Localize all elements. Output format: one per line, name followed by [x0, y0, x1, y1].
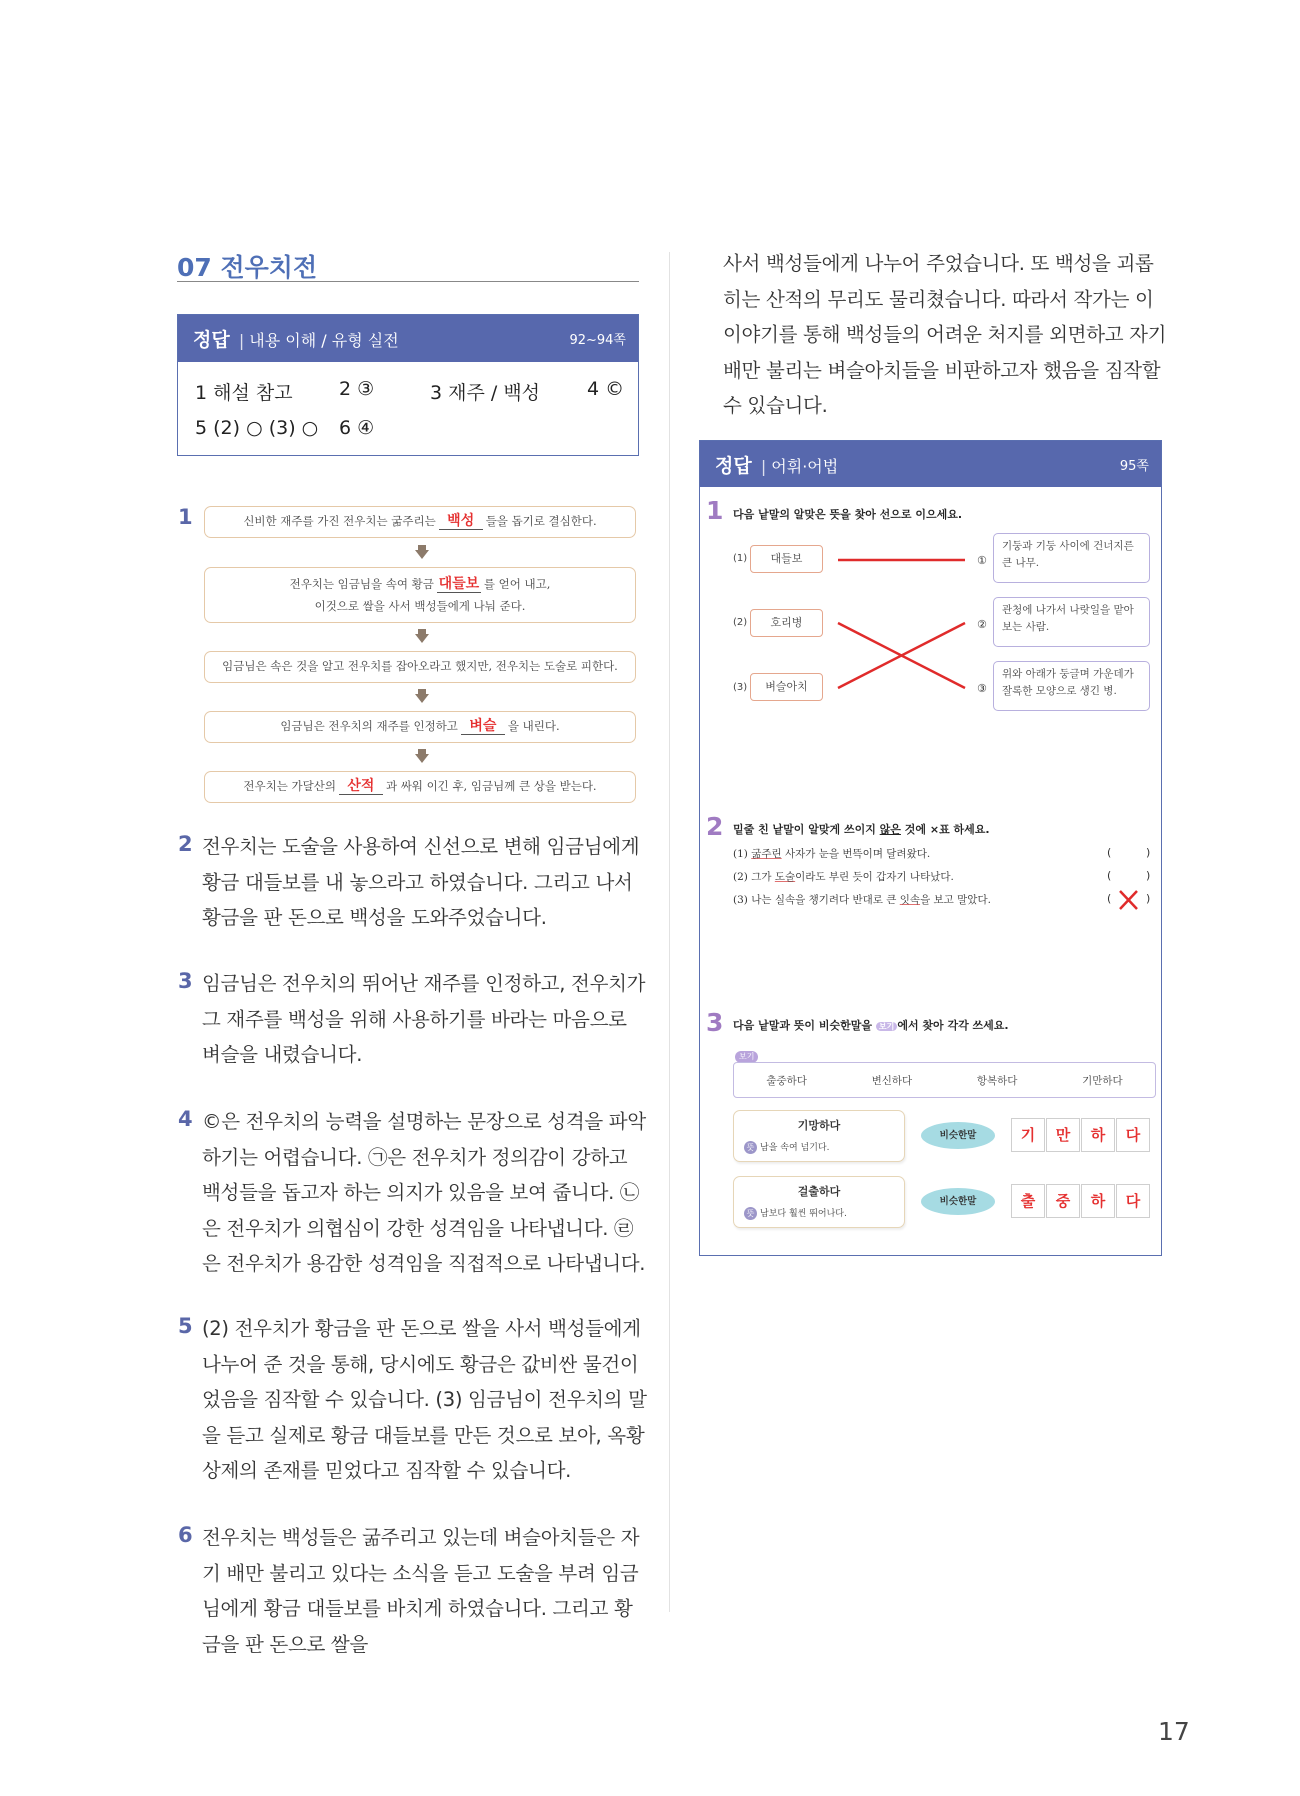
flow-text: 전우치는 임금님을 속여 황금 — [289, 577, 434, 591]
bogi-option: 기만하다 — [1082, 1074, 1123, 1087]
word-card — [733, 1110, 905, 1162]
prompt-underlined: 않은 — [879, 823, 901, 836]
definition-box — [993, 597, 1150, 647]
card-definition-text: 남을 속여 넘기다. — [760, 1143, 830, 1153]
lesson-title: 07 전우치전 — [177, 248, 639, 282]
bogi-tag: 보기 — [735, 1051, 758, 1063]
answer-item: 3 재주 / 백성 — [430, 382, 541, 404]
vocab-header: 정답 | 어휘·어법 95쪽 — [700, 441, 1161, 487]
answer-cell: 다 — [1116, 1184, 1150, 1218]
definition-line: 잘록한 모양으로 생긴 병. — [1002, 685, 1117, 697]
word-box: 호리병 — [750, 609, 823, 637]
question-number: 2 — [178, 832, 193, 856]
answer-item: 6 ④ — [339, 417, 375, 439]
explanation-text: 임금님은 전우치의 뛰어난 재주를 인정하고, 전우치가 그 재주를 백성을 위해 사용하기를 바라는 마음으로 벼슬을 내렸습니다. — [202, 972, 646, 1066]
answer-item: 4 © — [587, 378, 625, 400]
definition-box — [993, 533, 1150, 583]
bogi-badge: 보기 — [876, 1022, 897, 1031]
answer-item: 2 ③ — [339, 378, 375, 400]
vocab-question-number: 3 — [706, 1008, 724, 1037]
explanation-text: 전우치는 백성들은 굶주리고 있는데 벼슬아치들은 자기 배만 불리고 있다는 소식을 듣고 도술을 부려 임금님에게 황금 대들보를 바치게 하였습니다. 그리고 황금을 판 돈으로 쌀을 — [202, 1526, 640, 1656]
answer-category: 내용 이해 / 유형 실전 — [249, 331, 399, 350]
question-number: 4 — [178, 1107, 193, 1131]
sentence-text: (3) 나는 실속을 챙기려다 반대로 큰 — [733, 894, 900, 906]
answer-paren-open: ( — [1107, 846, 1112, 859]
sentence-text: 사자가 눈을 번뜩이며 달려왔다. — [781, 848, 931, 860]
meaning-icon: 뜻 — [744, 1207, 757, 1220]
vocab-question-prompt — [733, 1017, 1009, 1033]
bogi-option: 출중하다 — [766, 1074, 807, 1087]
definition-line: 관청에 나가서 나랏일을 맡아 — [1002, 604, 1134, 616]
def-label: ③ — [977, 682, 987, 695]
def-label: ① — [977, 554, 987, 567]
answer-cell: 출 — [1011, 1184, 1045, 1218]
flow-text: 를 얻어 내고, — [483, 577, 551, 591]
definition-line: 보는 사람. — [1002, 621, 1050, 633]
vocab-question-number: 2 — [706, 812, 724, 841]
answer-paren-open: ( — [1107, 869, 1112, 882]
definition-line: 기둥과 기둥 사이에 건너지른 — [1002, 540, 1134, 552]
explanation-text: ©은 전우치의 능력을 설명하는 문장으로 성격을 파악하기는 어렵습니다. ㉠은 전우치가 정의감이 강하고 백성들을 돕고자 하는 의지가 있음을 보여 줍니다. ㉡은 전우치가 의협심이 강한 성격임을 나타냅니다. ㉣은 전우치가 용감한 성격임을 직접적으로 나타냅니다. — [202, 1110, 646, 1275]
vocab-question-number: 1 — [706, 496, 724, 525]
flow-blank-answer: 벼슬 — [461, 718, 505, 735]
definition-line: 위와 아래가 둥글며 가운데가 — [1002, 668, 1134, 680]
answer-summary-header: 정답 | 내용 이해 / 유형 실전 92~94쪽 — [178, 315, 638, 362]
answer-cell: 하 — [1081, 1184, 1115, 1218]
question-number: 5 — [178, 1314, 193, 1338]
meaning-icon: 뜻 — [744, 1141, 757, 1154]
vocab-question-prompt — [733, 821, 990, 837]
sentence-text: (2) 그가 — [733, 871, 775, 883]
sentence-text: 을 보고 말았다. — [920, 894, 991, 906]
underlined-word: 도술 — [774, 871, 796, 883]
question-number: 3 — [178, 969, 193, 993]
relation-pill: 비슷한말 — [921, 1188, 995, 1215]
vocab-pages: 95쪽 — [1119, 458, 1149, 474]
sentence-3 — [733, 892, 991, 907]
answer-label: 정답 — [193, 329, 230, 351]
bogi-options-box — [733, 1062, 1156, 1098]
word-box: 벼슬아치 — [750, 673, 823, 701]
flow-text: 임금님은 전우치의 재주를 인정하고 — [280, 719, 458, 733]
prompt-text: 밑줄 친 낱말이 알맞게 쓰이지 — [733, 823, 880, 836]
answer-cell: 기 — [1011, 1118, 1045, 1152]
sentence-2 — [733, 869, 954, 884]
explanation-text: 전우치는 도술을 사용하여 신선으로 변해 임금님에게 황금 대들보를 내 놓으라고 하였습니다. 그리고 나서 황금을 판 돈으로 백성을 도와주었습니다. — [202, 835, 640, 929]
underlined-word: 잇속 — [899, 894, 921, 906]
card-word: 걸출하다 — [797, 1185, 841, 1198]
relation-pill: 비슷한말 — [921, 1122, 995, 1149]
answer-paren-close: ) — [1146, 846, 1151, 859]
definition-box — [993, 661, 1150, 711]
explanation-text: (2) 전우치가 황금을 판 돈으로 쌀을 사서 백성들에게 나누어 준 것을 통해, 당시에도 황금은 값비싼 물건이었음을 짐작할 수 있습니다. (3) 임금님이 전우치의 말을 듣고 실제로 황금 대들보를 만든 것으로 보아, 옥황상제의 존재를 믿었다고 짐작할 수 있습니다. — [202, 1317, 647, 1482]
flow-text: 임금님은 속은 것을 알고 전우치를 잡아오라고 했지만, 전우치는 도술로 피한다. — [222, 659, 618, 673]
question-number: 6 — [178, 1523, 193, 1547]
answer-paren-open: ( — [1107, 892, 1112, 905]
prompt-text: 것에 ×표 하세요. — [900, 823, 990, 836]
page-number: 17 — [1158, 1717, 1190, 1746]
underlined-word: 굶주린 — [751, 848, 782, 860]
word-label: (2) — [733, 617, 748, 628]
vocab-question-prompt: 다음 낱말의 알맞은 뜻을 찾아 선으로 이으세요. — [733, 508, 963, 521]
flow-text: 이것으로 쌀을 사서 백성들에게 나눠 준다. — [314, 599, 526, 613]
def-label: ② — [977, 618, 987, 631]
answer-cell: 하 — [1081, 1118, 1115, 1152]
prompt-text: 에서 찾아 각각 쓰세요. — [897, 1019, 1009, 1032]
card-definition-text: 남보다 훨씬 뛰어나다. — [760, 1209, 847, 1219]
word-box: 대들보 — [750, 545, 823, 573]
answer-paren-close: ) — [1146, 869, 1151, 882]
answer-item: 5 (2) ○ (3) ○ — [195, 417, 319, 439]
prompt-text: 다음 낱말과 뜻이 비슷한말을 — [733, 1019, 876, 1032]
flow-text: 신비한 재주를 가진 전우치는 굶주리는 — [243, 514, 436, 528]
answer-cell: 다 — [1116, 1118, 1150, 1152]
card-definition — [744, 1140, 829, 1154]
answer-item: 1 해설 참고 — [195, 382, 293, 404]
question-number: 1 — [178, 505, 193, 529]
bogi-option: 항복하다 — [976, 1074, 1018, 1087]
card-word: 기망하다 — [797, 1119, 841, 1132]
sentence-1 — [733, 846, 930, 861]
card-definition — [744, 1206, 847, 1220]
sentence-text: (1) — [733, 848, 752, 860]
word-card — [733, 1176, 905, 1228]
bogi-option: 변신하다 — [871, 1074, 913, 1087]
explanation-continuation: 사서 백성들에게 나누어 주었습니다. 또 백성을 괴롭히는 산적의 무리도 물리쳤습니다. 따라서 작가는 이 이야기를 통해 백성들의 어려운 처지를 외면하고 자기 배만 불리는 벼슬아치들을 비판하고자 했음을 짐작할 수 있습니다. — [723, 252, 1167, 417]
sentence-text: 이라도 부린 듯이 갑자기 나타났다. — [795, 871, 954, 883]
flow-blank-answer: 대들보 — [438, 576, 480, 592]
answer-pages: 92~94쪽 — [569, 333, 626, 348]
flow-blank-answer: 산적 — [339, 778, 383, 795]
word-label: (1) — [733, 553, 748, 564]
flow-blank-answer: 백성 — [439, 513, 483, 530]
definition-line: 큰 나무. — [1002, 557, 1040, 569]
answer-paren-close: ) — [1146, 892, 1151, 905]
vocab-category: 어휘·어법 — [771, 456, 839, 476]
flow-text: 을 내린다. — [507, 719, 560, 733]
word-label: (3) — [733, 682, 748, 693]
flow-text: 들을 돕기로 결심한다. — [485, 514, 597, 528]
vocab-label: 정답 — [715, 454, 752, 477]
flow-text: 과 싸워 이긴 후, 임금님께 큰 상을 받는다. — [385, 779, 597, 793]
flow-text: 전우치는 가달산의 — [243, 779, 336, 793]
answer-cell: 만 — [1046, 1118, 1080, 1152]
answer-cell: 중 — [1046, 1184, 1080, 1218]
